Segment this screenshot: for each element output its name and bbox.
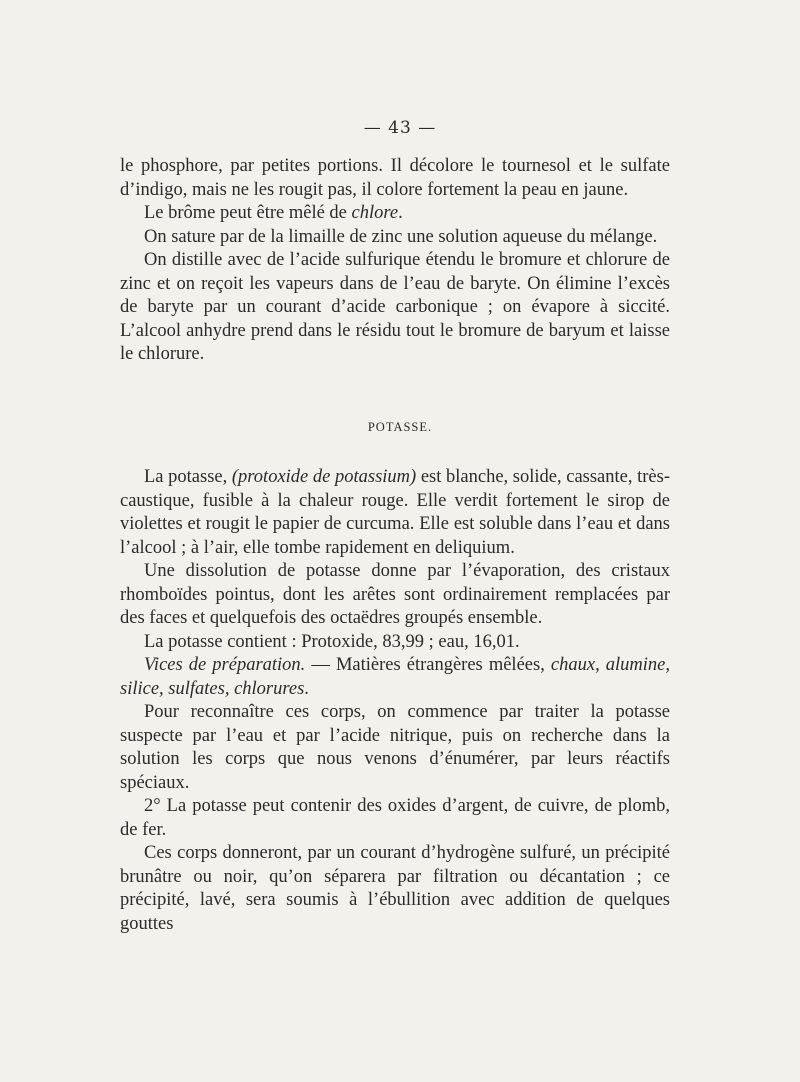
italic-term: chlore (351, 203, 399, 223)
text-block-bromine (120, 155, 670, 367)
page-number: — 43 — (363, 118, 437, 138)
italic-term: (protoxide de potassium) (231, 467, 417, 487)
paragraph-text: . (398, 203, 403, 223)
paragraph: 2° La potasse peut contenir des oxides d’argent, de cuivre, de plomb, de fer. (120, 796, 670, 840)
paragraph (120, 654, 670, 701)
italic-heading: Vices de préparation. (144, 655, 306, 675)
paragraph: On distille avec de l’acide sulfurique étendu le bromure et chlorure de zinc et on reçoit les vapeurs dans de l’eau de baryte. On élimine l’excès de baryte par un courant d’acide carbonique ; on évapore à siccité. L’alcool anhydre prend dans le résidu tout le bromure de baryum et laisse le chlorure. (120, 250, 670, 364)
paragraph-text: est blanche, solide, cassante, très-caustique, fusible à la chaleur rouge. Elle verdit fortement le sirop de violettes et rougit le papier de curcuma. Elle est soluble dans l’eau et dans l’alcool ; à l’air, elle tombe rapidement en deliquium. (120, 467, 670, 558)
paragraph (120, 202, 670, 226)
paragraph: Une dissolution de potasse donne par l’évaporation, des cristaux rhomboïdes pointus, dont les arêtes sont ordinairement remplacées par des faces et quelquefois des octaëdres groupés ensemble. (120, 561, 670, 628)
italic-term: chaux, alumine, silice, sulfates, chlorures (120, 655, 670, 699)
section-heading: POTASSE. (367, 420, 433, 434)
paragraph: le phosphore, par petites portions. Il décolore le tournesol et le sulfate d’indigo, mais ne les rougit pas, il colore fortement la peau en jaune. (120, 156, 670, 200)
paragraph-text: . (304, 678, 309, 699)
paragraph: On sature par de la limaille de zinc une solution aqueuse du mélange. (144, 226, 658, 247)
paragraph: Ces corps donneront, par un courant d’hydrogène sulfuré, un précipité brunâtre ou noir, qu’on séparera par filtration ou décantation ; ce précipité, lavé, sera soumis à l’ébullition avec addition de quelques gouttes (120, 843, 670, 934)
paragraph-text: Le brôme peut être mêlé de (144, 203, 352, 223)
paragraph: La potasse contient : Protoxide, 83,99 ; eau, 16,01. (144, 631, 520, 652)
text-block-potasse (120, 466, 670, 936)
paragraph-text: La potasse, (144, 467, 232, 487)
paragraph: Pour reconnaître ces corps, on commence par traiter la potasse suspecte par l’eau et par l’acide nitrique, puis on recherche dans la solution les corps que nous venons d’énumérer, par leurs réactifs spéciaux. (120, 702, 670, 793)
paragraph-text: — Matières étrangères mêlées, (305, 655, 551, 675)
paragraph (120, 466, 670, 560)
